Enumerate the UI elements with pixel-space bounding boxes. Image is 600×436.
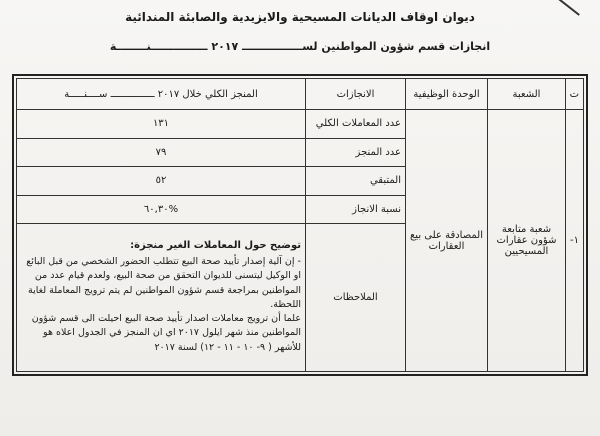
table-header-row xyxy=(17,79,584,110)
notes-title: توضيح حول المعاملات الغير منجزة: xyxy=(130,240,301,252)
row-unit: المصادقة على بيع العقارات xyxy=(406,110,488,372)
notes-label: الملاحظات xyxy=(306,224,406,372)
row-division: شعبة متابعة شؤون عقارات المسيحيين xyxy=(488,110,566,372)
metric-value: ١٣١ xyxy=(17,110,306,139)
corner-mark xyxy=(558,0,580,16)
notes-paragraph-1: - إن آلية إصدار تأييد صحة البيع تتطلب الحضور الشخصي من قبل البائع او الوكيل ليتسنى للديوان التحقق من صحة البيع، ولعدم قيام عدد من المواطنين بمراجعة قسم شؤون المواطنين لم يتم ترويج المعاملة لغاية اللحظة. xyxy=(26,256,301,310)
header-total: المنجز الكلي خلال ٢٠١٧ ـــــــــــــــ ســــنـــــة xyxy=(17,79,306,110)
metric-label: عدد المنجز xyxy=(306,138,406,167)
document-subheader: انجازات قسم شؤون المواطنين لســــــــــــــــ ٢٠١٧ ـــــــــــــــنــــــــة xyxy=(109,40,491,53)
metric-value: %٦٠,٣٠ xyxy=(17,195,306,224)
header-num: ت xyxy=(566,79,584,110)
metric-label: المتبقي xyxy=(306,167,406,196)
metric-value: ٧٩ xyxy=(17,138,306,167)
header-division: الشعبة xyxy=(488,79,566,110)
notes-cell xyxy=(17,224,306,372)
header-unit: الوحدة الوظيفية xyxy=(406,79,488,110)
metric-label: عدد المعاملات الكلي xyxy=(306,110,406,139)
metric-value: ٥٢ xyxy=(17,167,306,196)
table-row xyxy=(17,110,584,139)
header-achievements: الانجازات xyxy=(306,79,406,110)
notes-paragraph-2: علما أن ترويج معاملات اصدار تأييد صحة البيع احيلت الى قسم شؤون المواطنين منذ شهر ايلول ٢٠١٧ اي ان المنجز في الجدول اعلاه هو للأشهر ( ٩- ١٠ - ١١ - ١٢) لسنة ٢٠١٧ xyxy=(31,313,301,353)
achievements-table xyxy=(16,78,584,372)
row-num: ١- xyxy=(566,110,584,372)
document-header: ديوان اوقاف الديانات المسيحية والايزيدية والصابئة المندائية xyxy=(125,10,475,24)
metric-label: نسبة الانجاز xyxy=(306,195,406,224)
